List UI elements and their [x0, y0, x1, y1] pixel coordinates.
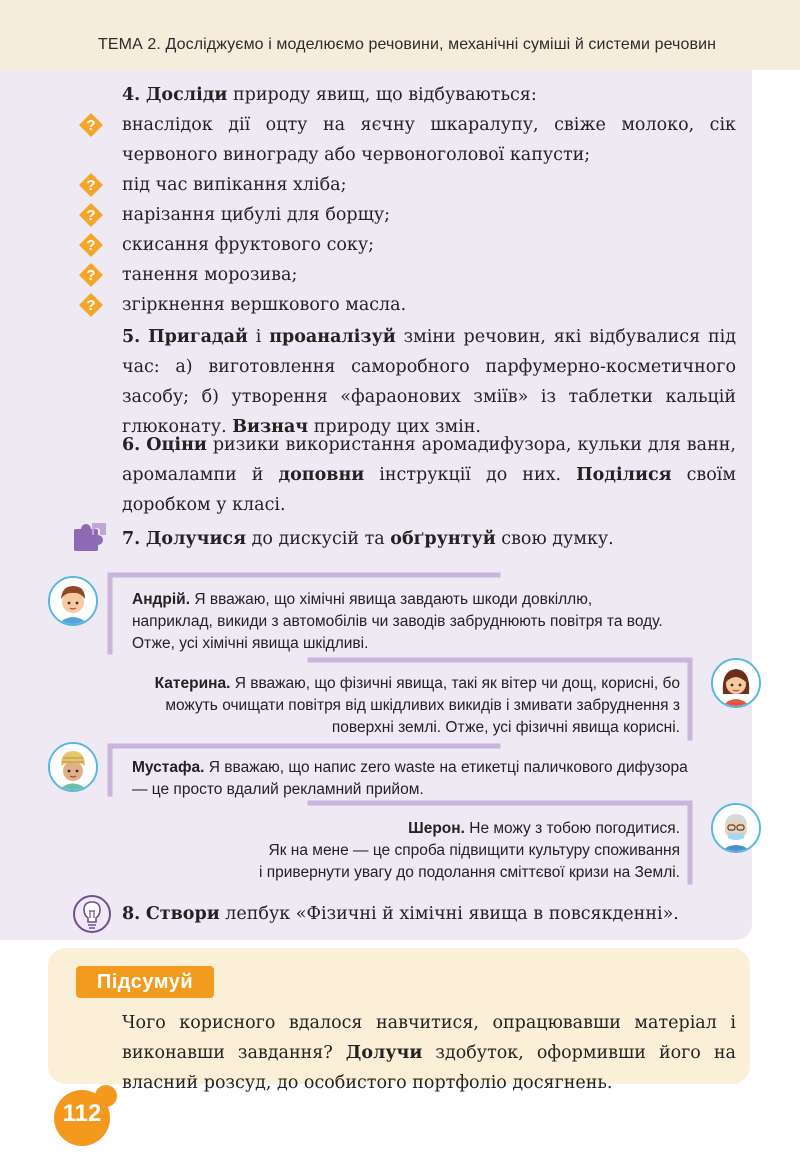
task-4-intro: 4. Досліди природу явищ, що відбуваються: [122, 85, 537, 105]
dialogue-mustafa: Мустафа. Я вважаю, що напис zero waste на етикетці паличкового дифузора — це просто вдалий рекламний прийом. [132, 759, 688, 798]
avatar-kateryna [711, 658, 761, 708]
svg-text:?: ? [86, 237, 96, 254]
task-6: 6. Оціни ризики використання аромадифузора, кульки для ванн, аромалампи й доповни інструкції до них. Поділися своїм доробком у класі. [122, 435, 736, 515]
topic-title: ТЕМА 2. Досліджуємо і моделюємо речовини, механічні суміші й системи речовин [98, 36, 717, 53]
avatar-andrii [48, 576, 98, 626]
question-icon [78, 172, 104, 198]
list-item: ? згіркнення вершкового масла. [78, 290, 736, 320]
list-item: ? внаслідок дії оцту на яєчну шкаралупу, свіже молоко, сік червоного винограду або червоноголової капусти; [78, 110, 736, 170]
boy-turban-icon [50, 744, 96, 790]
svg-text:?: ? [86, 297, 96, 314]
dialogue-kateryna: Катерина. Я вважаю, що фізичні явища, такі як вітер чи дощ, корисні, бо можуть очищати повітря від шкідливих викидів і змивати забруднення з поверхні землі. Отже, усі фізичні явища корисні. [154, 675, 680, 736]
page-number: 112 [62, 1100, 102, 1127]
page-header [0, 0, 800, 70]
question-icon [78, 112, 104, 138]
avatar-mustafa [48, 742, 98, 792]
person-mask-icon [713, 805, 759, 851]
boy-face-icon [50, 578, 96, 624]
avatar-sheron [711, 803, 761, 853]
summary-text: Чого корисного вдалося навчитися, опрацювавши матеріал і виконавши завдання? Долучи здобуток, оформивши його на власний розсуд, до особистого портфоліо досягнень. [122, 1013, 736, 1093]
task-8: 8. Створи лепбук «Фізичні й хімічні явища в повсякденні». [122, 904, 679, 924]
list-item: ? під час випікання хліба; [78, 170, 736, 200]
puzzle-icon [70, 519, 112, 557]
question-icon [78, 262, 104, 288]
question-icon [78, 292, 104, 318]
girl-face-icon [713, 660, 759, 706]
dialogue-sheron: Шерон. Не можу з тобою погодитися. Як на мене — це спроба підвищити культуру споживання і привернути увагу до подолання сміттєвої кризи на Землі. [259, 820, 680, 881]
list-item: ? танення морозива; [78, 260, 736, 290]
lightbulb-icon [72, 894, 112, 934]
svg-text:?: ? [86, 117, 96, 134]
svg-text:?: ? [86, 177, 96, 194]
question-icon [78, 232, 104, 258]
question-icon [78, 202, 104, 228]
task-5: 5. Пригадай і проаналізуй зміни речовин, які відбувалися під час: а) виготовлення саморобного парфумерно-косметичного засобу; б) утворення «фараонових зміїв» із таблетки кальцій глюконату. Визнач природу цих змін. [122, 327, 736, 437]
task-7: 7. Долучися до дискусій та обґрунтуй свою думку. [122, 529, 614, 549]
svg-text:?: ? [86, 267, 96, 284]
task-4-list [78, 110, 736, 320]
svg-text:?: ? [86, 207, 96, 224]
dialogue-andrii: Андрій. Я вважаю, що хімічні явища завдають шкоди довкіллю, наприклад, викиди з автомобілів чи заводів забруднюють повітря та воду. Отже, усі хімічні явища шкідливі. [132, 591, 663, 652]
list-item: ? скисання фруктового соку; [78, 230, 736, 260]
summary-label: Підсумуй [76, 966, 214, 998]
list-item: ? нарізання цибулі для борщу; [78, 200, 736, 230]
